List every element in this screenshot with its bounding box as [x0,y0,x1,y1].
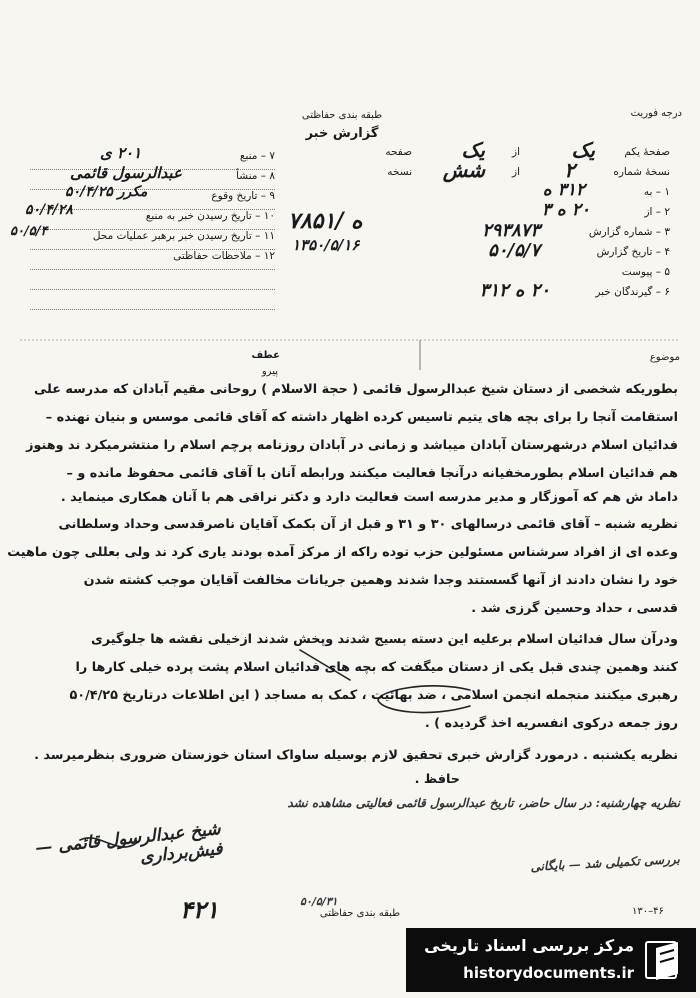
classification-bottom: طبقه بندی حفاظتی [319,908,401,919]
body-line: داماد ش هم که آموزگار و مدیر مدرسه است فعالیت دارد و دکتر نراقی هم با آنان همکاری مینماید . [60,490,678,505]
peiro-label: پیرو [261,366,278,377]
file-number: ۴۲۱ [180,895,219,924]
body-line: فدائیان اسلام درشهرستان آبادان میباشد و زمانی در آبادان روزنامه پرچم اسلام را منتشرمیکرد ند وهنوز [26,438,678,453]
footer-banner [406,928,696,992]
priority-label: درجه فوریت [630,108,682,119]
body-line: استقامت آنجا را برای بچه های یتیم تاسیس کرده اظهار داشته که آقای قائمی موسس و بنیان نهنده – [45,410,678,425]
field-label: نسخهٔ شماره [613,166,670,178]
report-body [18,380,678,508]
stamp-number: ۷۸۵۱/ ه [288,208,363,234]
field-value: یک [571,138,595,162]
field-value: ۵۰/۵/۷ [488,240,540,261]
stamp-date: ۱۳۵۰/۵/۱۶ [292,236,360,254]
field-label: صفحه [385,146,412,158]
field-label: ۳ – شماره گزارش [588,226,670,238]
field-label: ۶ – گیرندگان خبر [595,286,670,298]
field-value: ۵۰/۵/۴ [10,224,48,239]
field-value: ۲ [564,158,575,182]
report-title: گزارش خبر [305,126,379,141]
field-value: ۲۰ ه ۳۱۲ [479,280,550,301]
report-body-continued [18,630,678,734]
field-value: ۲۰ ه ۳ [541,200,590,220]
field-value: ۳۱۲ ه [542,180,585,200]
field-label: ۱۲ – ملاحظات حفاظتی [173,250,275,262]
field-value: مکرر ۵۰/۴/۲۵ [65,184,148,200]
field-label: ۴ – تاریخ گزارش [596,246,670,258]
field-label: ۲ – از [644,206,670,218]
body-line: هم فدائیان اسلام بطورمخفیانه درآنجا فعالیت میکنند ورابطه آنان با آقای قائمی محفوظ مانده و – [66,466,678,481]
field-value: ۵۰/۴/۲۸ [25,202,73,218]
hafez-signoff: حافظ . [414,772,460,787]
field-value: ۲۹۳۸۷۳ [481,220,540,241]
subject-label: موضوع [649,352,680,363]
body-line: وعده ای از افراد سرشناس مسئولین حزب توده راکه از مرکز آمده بودند یاری کرد ند ولی بعللی چون ماهیت [7,545,678,560]
field-value: عبدالرسول قائمی [70,164,182,182]
footer-center-name: مرکز بررسی اسناد تاریخی [424,936,634,955]
field-label: ۱ – به [643,186,670,198]
handwritten-note: بررسی تکمیلی شد — بایگانی [530,852,681,874]
field-label: ۸ – منشأ [236,170,275,182]
atf-label: عطف [251,350,280,361]
field-label: ۹ – تاریخ وقوع [211,190,275,202]
body-line: روز جمعه درکوی انفسریه اخذ گردیده ) . [424,716,678,731]
field-value: شش [442,158,485,182]
classification-top: طبقه بندی حفاظتی [301,110,383,121]
body-line: ودرآن سال فدائیان اسلام برعلیه این دسته بسیج شدند وپخش شدند ازخیلی نقشه ها جلوگیری [91,632,678,647]
body-line: کنند وهمین چندی قبل یکی از دستان میگفت که بچه های فدائیان اسلام پشت پرده خیلی کارها را [75,660,678,675]
opinion-saturday [7,515,678,619]
field-label: نسخه [387,166,412,178]
body-line: بطوریکه شخصی از دستان شیخ عبدالرسول قائمی ( حجة الاسلام ) روحانی مقیم آبادان که مدرسه علی [34,382,678,397]
form-code: ۱۳۰–۴۶ [632,906,664,917]
footer-url[interactable]: historydocuments.ir [463,964,634,982]
body-line: نظریه شنبه – آقای قائمی درسالهای ۳۰ و ۳۱ و قبل از آن بکمک آقایان ناصرقدسی وحداد وسلطانی [58,517,678,532]
handwritten-name: شیخ عبدالرسول قائمی — فیش‌برداری [34,819,224,868]
body-line: خود را نشان دادند از آنها گسستند وجدا شدند وهمین جریانات مخالفت آقایان موجب کشته شدن [83,573,678,588]
opinion-sunday: نظریه یکشنبه . درمورد گزارش خبری تحقیق لازم بوسیله ساواک استان خوزستان ضروری بنظرمیرسد . [34,748,678,763]
stamp-bottom-date: ۵۰/۵/۳۱ [300,895,338,908]
field-label: از [512,146,520,158]
field-label: ۷ – منبع [239,150,275,162]
handwritten-note: نظریه چهارشنبه: در سال حاضر، تاریخ عبدالرسول قائمی فعالیتی مشاهده نشد [287,796,680,810]
field-label: ۱۰ – تاریخ رسیدن خبر به منبع [145,210,275,222]
body-line: رهبری میکنند منجمله انجمن اسلامی ، ضد بهائیت ، کمک به مساجد ( این اطلاعات درتاریخ ۵۰/۴/۲۵ [69,688,678,703]
archive-logo-icon [638,934,688,984]
field-value: ۲۰۱ ی [100,144,142,162]
field-label: صفحهٔ یکم [624,146,670,158]
field-label: از [512,166,520,178]
body-line: قدسی ، حداد وحسین گرزی شد . [471,601,678,616]
field-value: یک [461,138,485,162]
field-label: ۵ – پیوست [621,266,670,278]
field-label: ۱۱ – تاریخ رسیدن خبر برهبر عملیات محل [92,230,275,242]
